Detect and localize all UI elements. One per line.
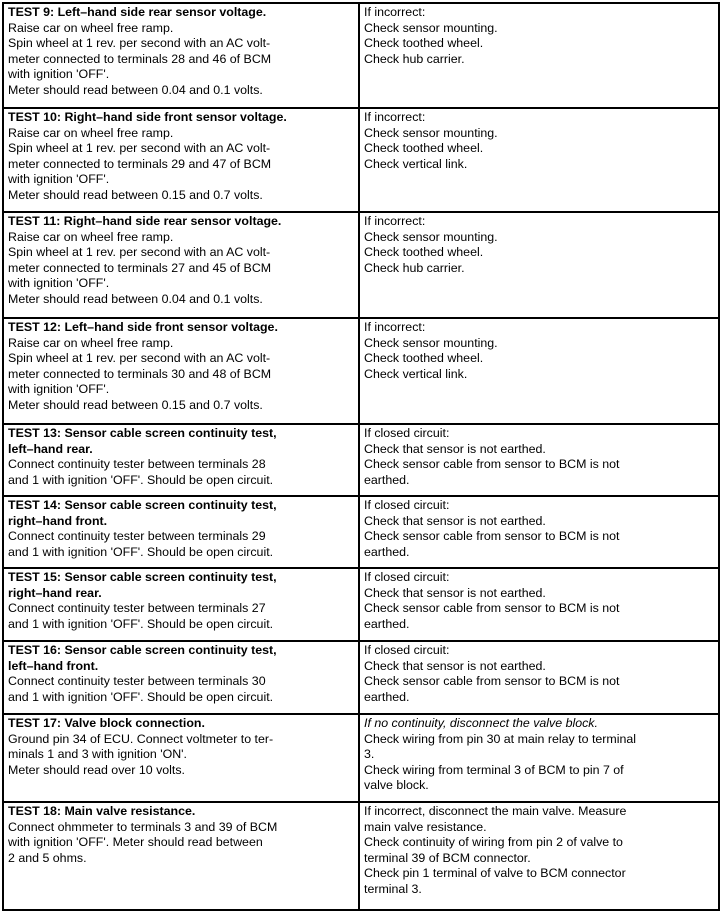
test-14-step: and 1 with ignition 'OFF'. Should be open circuit. [8, 544, 274, 559]
test-18-check: main valve resistance. [364, 819, 487, 834]
test-14-check: earthed. [364, 544, 410, 559]
test-18-step: with ignition 'OFF'. Meter should read between [8, 835, 263, 850]
test-9-step: meter connected to terminals 28 and 46 of BCM [8, 51, 272, 66]
test-17-check: valve block. [364, 778, 429, 793]
test-18-check: Check continuity of wiring from pin 2 of valve to [364, 835, 623, 850]
test-16-step: Connect continuity tester between terminals 30 [8, 674, 266, 689]
test-15-procedure [3, 568, 359, 641]
test-16-check: Check sensor cable from sensor to BCM is not [364, 674, 620, 689]
test-15-title: TEST 15: Sensor cable screen continuity test, [8, 570, 277, 584]
test-15-check: Check that sensor is not earthed. [364, 585, 546, 600]
test-14-condition: If closed circuit: [364, 498, 450, 512]
test-10-check: Check vertical link. [364, 156, 468, 171]
test-12-step: Raise car on wheel free ramp. [8, 335, 174, 350]
test-16-procedure [3, 641, 359, 714]
test-16-condition: If closed circuit: [364, 643, 450, 657]
test-14-step: Connect continuity tester between terminals 29 [8, 529, 266, 544]
test-10-step: Spin wheel at 1 rev. per second with an AC volt- [8, 141, 271, 156]
test-12-check: Check sensor mounting. [364, 335, 498, 350]
test-14-title: right–hand front. [8, 513, 108, 528]
test-13-step: Connect continuity tester between terminals 28 [8, 457, 266, 472]
test-15-remedy [359, 568, 719, 641]
test-15-check: earthed. [364, 616, 410, 631]
test-9-condition: If incorrect: [364, 5, 426, 19]
test-18-step: Connect ohmmeter to terminals 3 and 39 of BCM [8, 819, 278, 834]
test-17-step: minals 1 and 3 with ignition 'ON'. [8, 747, 187, 762]
test-11-step: Raise car on wheel free ramp. [8, 229, 174, 244]
test-15-title: right–hand rear. [8, 585, 102, 600]
test-row-15 [3, 568, 719, 641]
test-9-step: Raise car on wheel free ramp. [8, 20, 174, 35]
test-10-step: Raise car on wheel free ramp. [8, 125, 174, 140]
test-15-condition: If closed circuit: [364, 570, 450, 584]
test-11-step: meter connected to terminals 27 and 45 of BCM [8, 260, 272, 275]
test-18-remedy [359, 802, 719, 910]
test-9-check: Check hub carrier. [364, 51, 465, 66]
test-17-remedy [359, 714, 719, 802]
test-11-step: with ignition 'OFF'. [8, 276, 110, 291]
test-18-check: terminal 39 of BCM connector. [364, 850, 531, 865]
test-11-check: Check sensor mounting. [364, 229, 498, 244]
test-9-step: with ignition 'OFF'. [8, 67, 110, 82]
test-row-17 [3, 714, 719, 802]
test-18-check: Check pin 1 terminal of valve to BCM connector [364, 866, 626, 881]
test-row-10 [3, 108, 719, 212]
test-15-step: and 1 with ignition 'OFF'. Should be open circuit. [8, 616, 274, 631]
test-14-title: TEST 14: Sensor cable screen continuity test, [8, 498, 277, 512]
test-12-check: Check toothed wheel. [364, 351, 484, 366]
test-15-step: Connect continuity tester between terminals 27 [8, 601, 266, 616]
test-16-step: and 1 with ignition 'OFF'. Should be open circuit. [8, 689, 274, 704]
test-row-12 [3, 318, 719, 424]
test-row-16 [3, 641, 719, 714]
test-10-title: TEST 10: Right–hand side front sensor voltage. [8, 110, 287, 124]
test-13-condition: If closed circuit: [364, 426, 450, 440]
test-procedure-table [2, 2, 720, 911]
test-11-check: Check toothed wheel. [364, 245, 484, 260]
test-12-step: with ignition 'OFF'. [8, 382, 110, 397]
test-11-check: Check hub carrier. [364, 260, 465, 275]
test-14-procedure [3, 496, 359, 568]
test-16-title: left–hand front. [8, 658, 99, 673]
test-9-title: TEST 9: Left–hand side rear sensor voltage. [8, 5, 267, 19]
test-13-title: left–hand rear. [8, 441, 93, 456]
test-9-remedy [359, 3, 719, 108]
test-12-step: meter connected to terminals 30 and 48 of BCM [8, 366, 272, 381]
test-16-title: TEST 16: Sensor cable screen continuity test, [8, 643, 277, 657]
test-18-check: terminal 3. [364, 881, 422, 896]
test-17-title: TEST 17: Valve block connection. [8, 716, 205, 730]
test-17-check: Check wiring from pin 30 at main relay to terminal [364, 731, 637, 746]
test-16-check: earthed. [364, 689, 410, 704]
test-10-step: Meter should read between 0.15 and 0.7 volts. [8, 187, 263, 202]
test-14-remedy [359, 496, 719, 568]
test-17-check: Check wiring from terminal 3 of BCM to pin 7 of [364, 762, 624, 777]
test-18-step: 2 and 5 ohms. [8, 850, 87, 865]
test-9-procedure [3, 3, 359, 108]
test-11-remedy [359, 212, 719, 318]
test-12-step: Meter should read between 0.15 and 0.7 volts. [8, 397, 263, 412]
test-10-remedy [359, 108, 719, 212]
test-16-check: Check that sensor is not earthed. [364, 658, 546, 673]
test-10-check: Check toothed wheel. [364, 141, 484, 156]
test-18-title: TEST 18: Main valve resistance. [8, 804, 196, 818]
test-13-remedy [359, 424, 719, 496]
test-10-procedure [3, 108, 359, 212]
test-13-check: Check sensor cable from sensor to BCM is not [364, 457, 620, 472]
test-11-procedure [3, 212, 359, 318]
test-16-remedy [359, 641, 719, 714]
test-9-step: Spin wheel at 1 rev. per second with an AC volt- [8, 36, 271, 51]
test-18-procedure [3, 802, 359, 910]
test-9-step: Meter should read between 0.04 and 0.1 volts. [8, 82, 263, 97]
test-11-step: Meter should read between 0.04 and 0.1 volts. [8, 291, 263, 306]
test-row-14 [3, 496, 719, 568]
test-12-step: Spin wheel at 1 rev. per second with an AC volt- [8, 351, 271, 366]
test-10-check: Check sensor mounting. [364, 125, 498, 140]
test-9-check: Check sensor mounting. [364, 20, 498, 35]
test-row-9 [3, 3, 719, 108]
test-9-check: Check toothed wheel. [364, 36, 484, 51]
test-13-procedure [3, 424, 359, 496]
test-14-check: Check sensor cable from sensor to BCM is not [364, 529, 620, 544]
test-18-condition: If incorrect, disconnect the main valve. Measure [364, 804, 627, 818]
test-13-check: Check that sensor is not earthed. [364, 441, 546, 456]
test-10-step: meter connected to terminals 29 and 47 of BCM [8, 156, 272, 171]
test-13-check: earthed. [364, 472, 410, 487]
test-row-11 [3, 212, 719, 318]
test-17-condition: If no continuity, disconnect the valve block. [364, 716, 598, 730]
test-17-step: Ground pin 34 of ECU. Connect voltmeter to ter- [8, 731, 274, 746]
test-12-title: TEST 12: Left–hand side front sensor voltage. [8, 320, 278, 334]
test-14-check: Check that sensor is not earthed. [364, 513, 546, 528]
test-17-step: Meter should read over 10 volts. [8, 762, 186, 777]
test-17-procedure [3, 714, 359, 802]
test-row-13 [3, 424, 719, 496]
test-12-procedure [3, 318, 359, 424]
test-13-title: TEST 13: Sensor cable screen continuity test, [8, 426, 277, 440]
test-10-condition: If incorrect: [364, 110, 426, 124]
test-11-condition: If incorrect: [364, 214, 426, 228]
test-11-title: TEST 11: Right–hand side rear sensor voltage. [8, 214, 282, 228]
test-12-condition: If incorrect: [364, 320, 426, 334]
test-12-remedy [359, 318, 719, 424]
test-13-step: and 1 with ignition 'OFF'. Should be open circuit. [8, 472, 274, 487]
test-15-check: Check sensor cable from sensor to BCM is not [364, 601, 620, 616]
test-10-step: with ignition 'OFF'. [8, 172, 110, 187]
test-11-step: Spin wheel at 1 rev. per second with an AC volt- [8, 245, 271, 260]
test-12-check: Check vertical link. [364, 366, 468, 381]
test-17-check: 3. [364, 747, 375, 762]
test-row-18 [3, 802, 719, 910]
